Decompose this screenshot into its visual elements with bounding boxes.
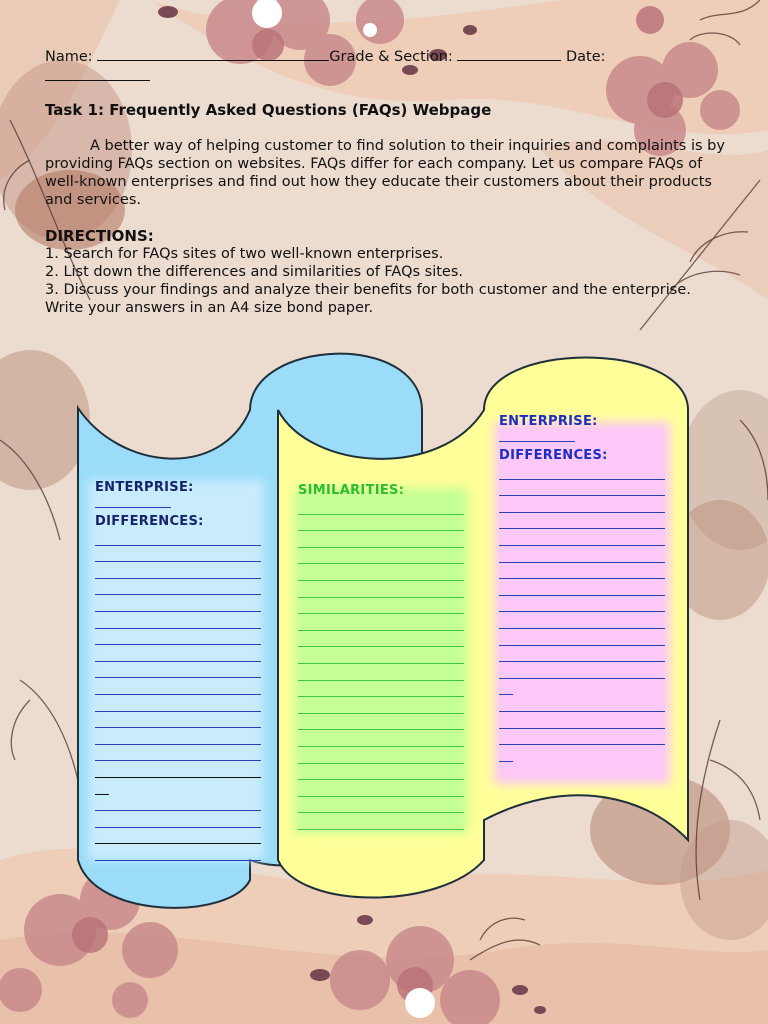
enterprise-name-blank[interactable] xyxy=(95,495,171,508)
direction-step: 3. Discuss your findings and analyze their benefits for both customer and the enterprise. xyxy=(45,282,691,298)
name-blank[interactable] xyxy=(97,46,329,61)
grade-section-label: Grade & Section: xyxy=(329,49,453,65)
direction-step: Write your answers in an A4 size bond paper. xyxy=(45,300,374,316)
direction-step: 1. Search for FAQs sites of two well-known enterprises. xyxy=(45,246,444,262)
enterprise-name-blank[interactable] xyxy=(499,429,575,442)
answer-lines[interactable] xyxy=(499,463,665,762)
name-label: Name: xyxy=(45,49,93,65)
answer-lines[interactable] xyxy=(298,498,464,830)
answer-lines[interactable] xyxy=(95,529,261,861)
similarities-panel xyxy=(298,483,464,830)
similarities-label: SIMILARITIES: xyxy=(298,483,405,498)
date-blank[interactable] xyxy=(45,66,150,81)
student-info-header xyxy=(45,46,735,86)
left-enterprise-panel xyxy=(95,480,261,861)
task-title: Task 1: Frequently Asked Questions (FAQs) Webpage xyxy=(45,101,492,119)
date-label: Date: xyxy=(566,49,606,65)
enterprise-label: ENTERPRISE: xyxy=(499,414,598,429)
directions-title: DIRECTIONS: xyxy=(45,227,154,245)
differences-label: DIFFERENCES: xyxy=(499,448,608,463)
right-enterprise-panel xyxy=(499,414,665,762)
enterprise-label: ENTERPRISE: xyxy=(95,480,194,495)
intro-paragraph: A better way of helping customer to find solution to their inquiries and complaints is by providing FAQs section on websites. FAQs differ for each company. Let us compare FAQs of well-known enterprises and find out how they educate their customers about their products and services. xyxy=(45,138,725,208)
grade-section-blank[interactable] xyxy=(457,46,561,61)
direction-step: 2. List down the differences and similarities of FAQs sites. xyxy=(45,264,464,280)
differences-label: DIFFERENCES: xyxy=(95,514,204,529)
directions-list xyxy=(45,245,745,317)
